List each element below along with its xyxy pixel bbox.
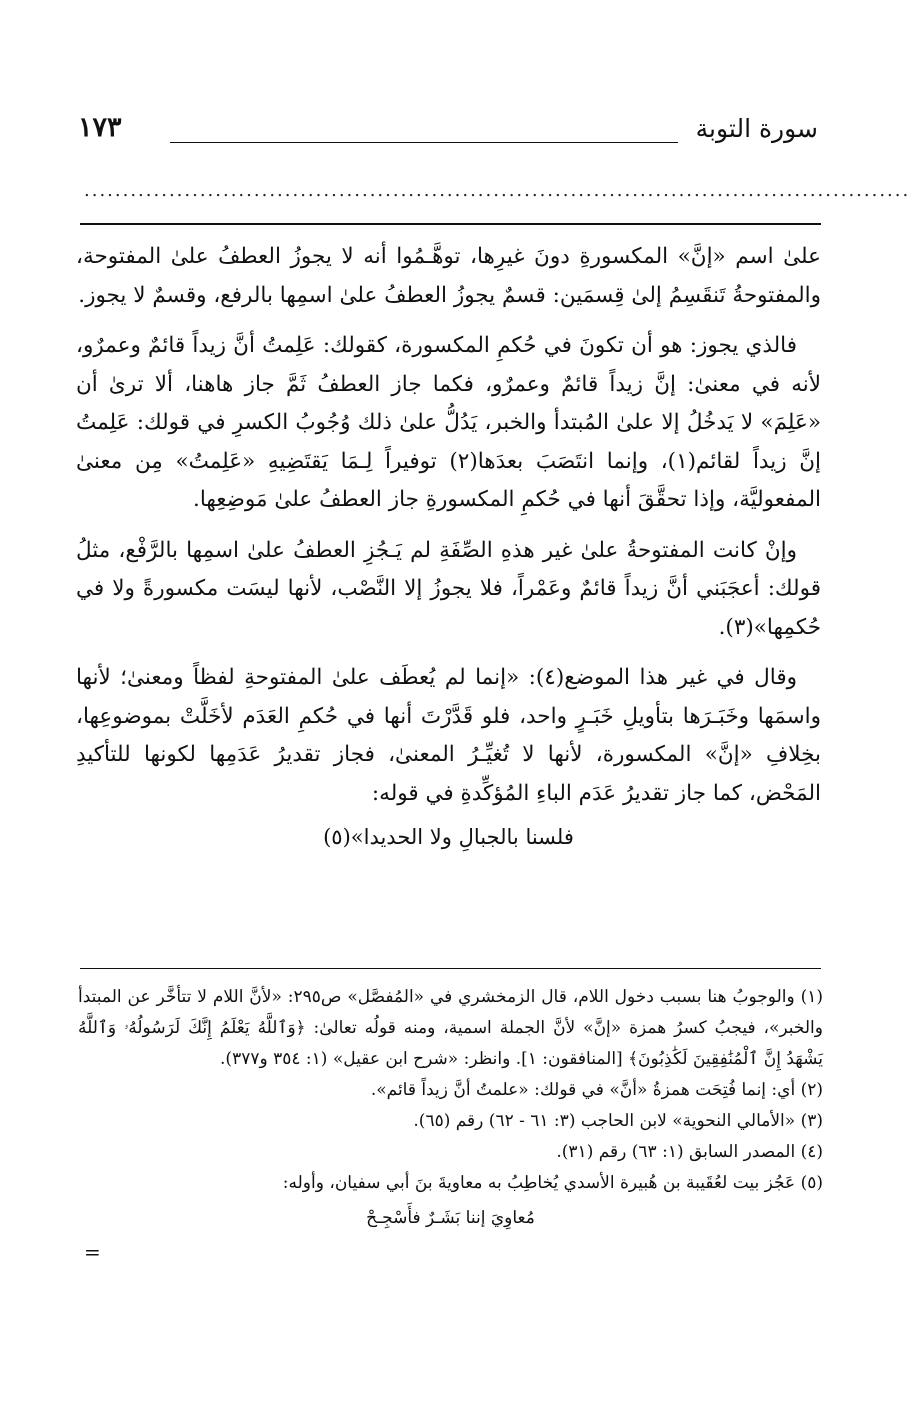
- header-rule: [170, 142, 678, 143]
- footnote-rule: [80, 968, 821, 969]
- continuation-mark: =: [84, 1240, 101, 1264]
- footnote-3: (٣) «الأمالي النحوية» لابن الحاجب (٣: ٦١ - ٦٢) رقم (٦٥).: [413, 1111, 823, 1131]
- footnotes: [78, 982, 823, 1234]
- main-text: [76, 238, 821, 849]
- footnote-4: (٤) المصدر السابق (١: ٦٣) رقم (٣١).: [556, 1142, 823, 1162]
- paragraph-3: وإنْ كانت المفتوحةُ علىٰ غير هذهِ الصِّفَةِ لم يَـجُزِ العطفُ علىٰ اسمِها بالرَّفْع، مثلُ قولك: أعجَبَني أنَّ زيداً قائمٌ وعَمْراً، فلا يجوزُ إلا النَّصْب، لأنها ليسَت مكسورةً ولا في حُكمِها»(٣).: [76, 537, 821, 640]
- page-number: ١٧٣: [78, 112, 122, 143]
- separator-dots: ...........................................................................................................: [84, 180, 910, 201]
- surah-title: سورة التوبة: [695, 114, 818, 143]
- footnote-5: (٥) عَجُز بيت لعُقَيبة بن هُبيرة الأسدي يُخاطِبُ به معاويةَ بنَ أبي سفيان، وأوله:: [282, 1173, 823, 1193]
- paragraph-1: علىٰ اسم «إنَّ» المكسورةِ دونَ غيرِها، توهَّـمُوا أنه لا يجوزُ العطفُ علىٰ المفتوحة، والمفتوحةُ تَنقَسِمُ إلىٰ قِسمَين: قسمٌ يجوزُ العطفُ علىٰ اسمِها بالرفع، وقسمٌ لا يجوز.: [76, 244, 821, 308]
- top-rule: [80, 223, 821, 225]
- footnote-verse: مُعاوِيَ إننا بَشَـرٌ فأَسْجِـحْ: [366, 1208, 535, 1228]
- page-header: [78, 110, 818, 154]
- paragraph-4: وقال في غير هذا الموضع(٤): «إنما لم يُعطَف علىٰ المفتوحةِ لفظاً ومعنىٰ؛ لأنها واسمَها وخَبَـرَها بتأويلِ خَبَـرٍ واحد، فلو قَدَّرْتَ أنها في حُكمِ العَدَم لأخَلَّتْ بموضوعِها، بخِلافِ «إنَّ» المكسورة، لأنها لا تُغيِّـرُ المعنىٰ، فجاز تقديرُ عَدَمِها لكونها للتأكيدِ المَحْض، كما جاز تقديرُ عَدَم الباءِ المُؤكِّدةِ في قوله:: [76, 665, 821, 806]
- verse-line: فلسنا بالجبالِ ولا الحديدا»(٥): [323, 825, 574, 849]
- footnote-2: (٢) أي: إنما فُتِحَت همزةُ «أنَّ» في قولك: «علمتُ أنَّ زيداً قائم».: [370, 1080, 823, 1100]
- paragraph-2: فالذي يجوز: هو أن تكونَ في حُكمِ المكسورة، كقولك: عَلِمتُ أنَّ زيداً قائمٌ وعمرٌو، لأنه في معنىٰ: إنَّ زيداً قائمٌ وعمرٌو، فكما جاز العطفُ ثَمَّ جاز هاهنا، ألا ترىٰ أن «عَلِمَ» لا يَدخُلُ إلا علىٰ المُبتدأ والخبر، يَدُلُّ علىٰ ذلك وُجُوبُ الكسرِ في قولك: عَلِمتُ إنَّ زيداً لقائم(١)، وإنما انتَصَبَ بعدَها(٢) توفيراً لِـمَا يَقتَضِيهِ «عَلِمتُ» مِن معنىٰ المفعوليَّة، وإذا تحقَّقَ أنها في حُكمِ المكسورةِ جاز العطفُ علىٰ مَوضِعِها.: [76, 333, 821, 512]
- footnote-1: (١) والوجوبُ هنا بسبب دخول اللام، قال الزمخشري في «المُفصَّل» ص٢٩٥: «لأنَّ اللام لا تتأخَّر عن المبتدأ والخبر»، فيجبُ كسرُ همزة «إنَّ» لأنَّ الجملة اسمية، ومنه قولُه تعالىٰ: ﴿وَٱللَّهُ يَعْلَمُ إِنَّكَ لَرَسُولُهُۥ وَٱللَّهُ يَشْهَدُ إِنَّ ٱلْمُنَٰفِقِينَ لَكَٰذِبُونَ﴾ [المنافقون: ١]. وانظر: «شرح ابن عقيل» (١: ٣٥٤ و٣٧٧).: [78, 987, 823, 1069]
